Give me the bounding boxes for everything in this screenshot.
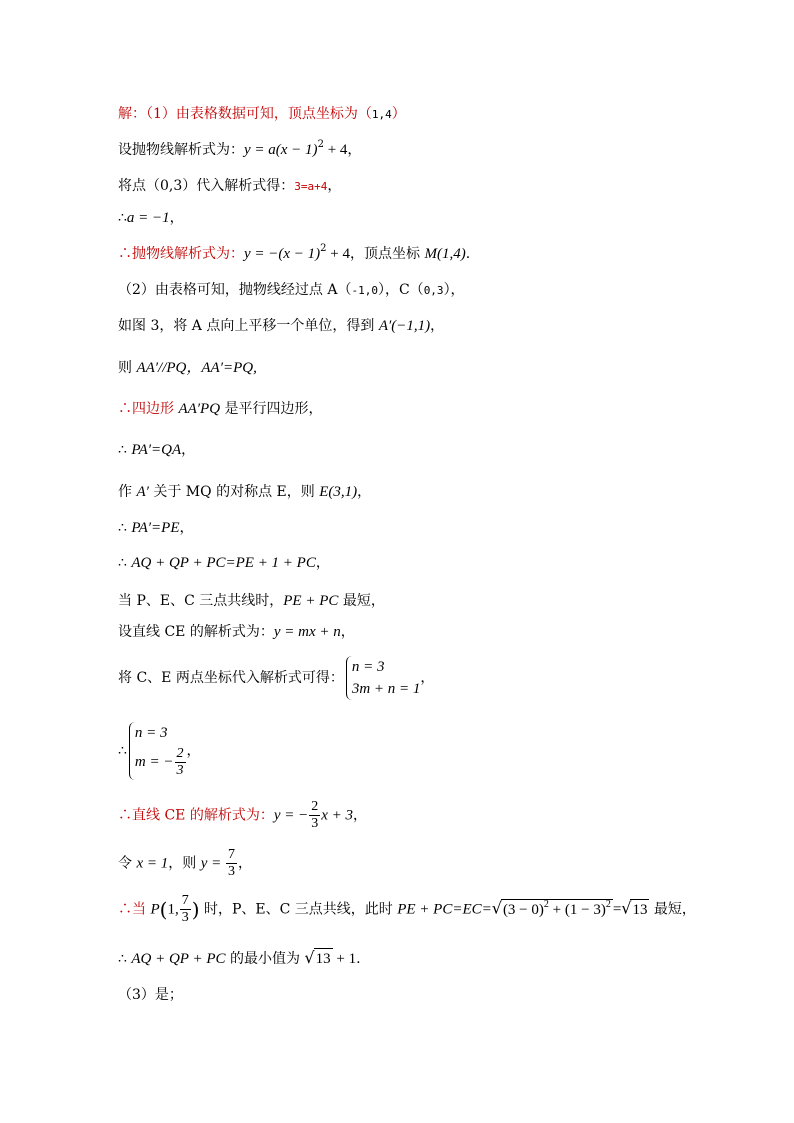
radical-sign: √: [621, 898, 632, 918]
radical-sign: √: [304, 948, 315, 967]
line-6: （2）由表格可知，抛物线经过点 A（-1,0），C（0,3），: [118, 282, 465, 298]
radical-sign: √: [491, 898, 502, 918]
line-4: ∴a = −1，: [118, 210, 184, 226]
line-21: ∴ AQ + QP + PC 的最小值为 √13 + 1.: [118, 948, 361, 967]
line-20: ∴当 P(1, $\frac{7}{3}$ ) 时，P、E、C 三点共线，此时 PE + $PC=EC=√(3 - 0)^2 + (1 - 3)^2 =√13$ 最短，: [118, 893, 696, 925]
fraction: $\frac{2}{3}$: [311, 799, 319, 831]
line-10: ∴ PA′=QA，: [118, 442, 196, 458]
line-16: 将 C、E 两点坐标代入解析式可得： n = 3 3m + n = 1 ，: [118, 656, 434, 700]
line-17: ∴ n = 3 m = − $\frac{2}{3}$ ，: [118, 722, 201, 780]
line-18: ∴直线 CE 的解析式为：y = − $\frac{2}{3}$ x + 3，: [118, 799, 368, 831]
radicand: $(3 - 0)^2 + (1 - 3)^2$: [501, 899, 613, 922]
line-9: ∴四边形 AA′PQ 是平行四边形，: [118, 401, 323, 417]
line-11: 作 A′ 关于 MQ 的对称点 E，则 E(3,1)，: [118, 484, 372, 500]
equation-system: n = 3 3m + n = 1: [346, 656, 421, 700]
line-22: （3）是；: [118, 987, 183, 1003]
fraction: $\frac{2}{3}$: [176, 746, 184, 779]
line-5: ∴抛物线解析式为：$y = -(x - 1)^2 + 4$，顶点坐标 M(1,4).: [118, 243, 471, 262]
line-12: ∴ PA′=PE，: [118, 520, 194, 536]
line-13: ∴ AQ + QP + PC=PE + 1 + PC，: [118, 555, 330, 571]
line-14: 当 P、E、C 三点共线时，PE + PC 最短，: [118, 593, 385, 609]
line-8: 则 AA′//PQ，AA′=PQ,: [118, 360, 257, 376]
solution-system: n = 3 m = − $\frac{2}{3}$: [129, 722, 187, 780]
line-19: 令 x = 1，则 y = $\frac{7}{3}$ ，: [118, 847, 252, 879]
line-15: 设直线 CE 的解析式为：y = mx + n，: [118, 624, 355, 640]
fraction: $\frac{7}{3}$: [181, 893, 189, 925]
fraction: $\frac{7}{3}$: [227, 847, 235, 879]
line-3: 将点（0,3）代入解析式得：3=a+4，: [118, 178, 342, 194]
line-1: 解：（1）由表格数据可知，顶点坐标为（1,4）: [118, 106, 406, 122]
line-2: 设抛物线解析式为：$y = a(x - 1)^2 + 4$，: [118, 139, 362, 158]
line-7: 如图 3，将 A 点向上平移一个单位，得到 A′(−1,1)，: [118, 318, 445, 334]
